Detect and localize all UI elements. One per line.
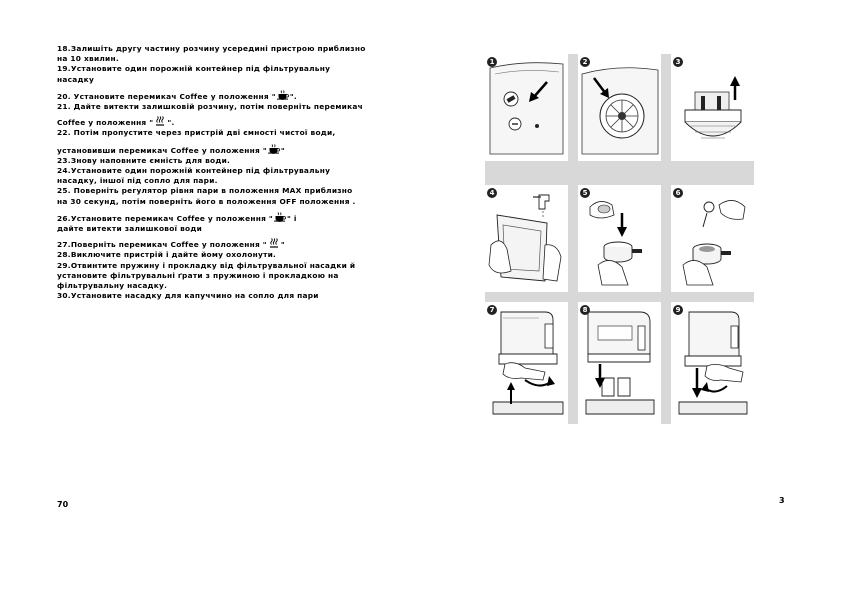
step-20-end: ". [289,91,297,101]
page-number-right: 3 [779,496,785,505]
step-29-line-1: 29.Отвинтите пружину і прокладку від фільтрувальної насадки й [57,260,356,270]
step-number-badge: 8 [580,305,590,315]
steam-icon [153,116,167,126]
step-24-line-1: 24.Установите один порожній контейнер під фільтрувальну [57,166,331,176]
step-18-line-1: 18.Залишіть другу частину розчину усередині пристрою приблизно [57,44,366,53]
step-number-badge: 6 [673,188,683,198]
step-number-badge: 2 [580,57,590,67]
step-number-badge: 7 [487,305,497,315]
step-number-badge: 4 [487,188,497,198]
step-21-line-1: 21. Дайте витекти залишковій розчину, потім поверніть перемикач [57,102,363,112]
step-29-line-3: фільтрувальну насадку. [57,281,168,291]
step-29-line-2: установите фільтрувальні ґрати з пружиною і прокладкою на [57,270,339,280]
figure-panel-8 [578,302,661,424]
coffee-cup-icon [267,144,281,154]
step-20-text: 20. Установите перемикач Coffee у положення " [57,91,276,101]
step-19-line-2: насадку [57,74,95,84]
step-26-text: 26.Установите перемикач Coffee у положення " [57,213,273,223]
illustration-grid [485,54,754,424]
figure-panel-7 [485,302,568,424]
figure-panel-9 [671,302,754,424]
step-21-text: Coffee у положення " [57,118,154,128]
step-26-end: " і [287,213,297,223]
figure-panel-3 [671,54,754,161]
step-22-line-1: 22. Потім пропустите через пристрій дві ємності чистої води, [57,128,336,138]
step-27-text: 27.Поверніть перемикач Coffee у положення " [57,240,267,250]
step-26-line-1 [57,212,397,224]
step-25-line-2: на 30 секунд, потім поверніть його в положення OFF положення . [57,196,356,206]
figure-panel-1 [485,54,568,161]
step-number-badge: 3 [673,57,683,67]
figure-panel-5 [578,185,661,292]
step-23: 23.Знову наповните ємність для води. [57,155,231,165]
step-number-badge: 5 [580,188,590,198]
step-24-line-2: насадку, іншої під сопло для пари. [57,176,218,186]
step-26-line-2: дайте витекти залишкової води [57,224,203,234]
figure-panel-2 [578,54,661,161]
step-25-line-1: 25. Поверніть регулятор рівня пари в положення MAX приблизно [57,186,353,196]
coffee-cup-icon [273,212,287,222]
step-21-line-2 [57,116,397,128]
step-27-end: " [280,240,285,250]
step-number-badge: 9 [673,305,683,315]
step-20 [57,90,397,102]
steam-icon [267,238,281,248]
step-number-badge: 1 [487,57,497,67]
step-28: 28.Виключите пристрій і дайте йому охолонути. [57,250,277,260]
page-number-left: 70 [57,500,69,509]
instructions-text [57,44,397,301]
coffee-cup-icon [276,90,290,100]
step-22-end: " [280,145,286,155]
step-22-text: установивши перемикач Coffee у положення " [57,145,267,155]
step-22-line-2 [57,144,397,156]
figure-panel-4 [485,185,568,292]
step-19-line-1: 19.Установите один порожній контейнер під фільтрувальну [57,64,331,74]
step-21-end: ". [167,118,175,128]
step-30: 30.Установите насадку для капуччино на сопло для пари [57,291,319,301]
step-18-line-2: на 10 хвилин. [57,54,119,64]
step-27 [57,238,397,250]
figure-panel-6 [671,185,754,292]
